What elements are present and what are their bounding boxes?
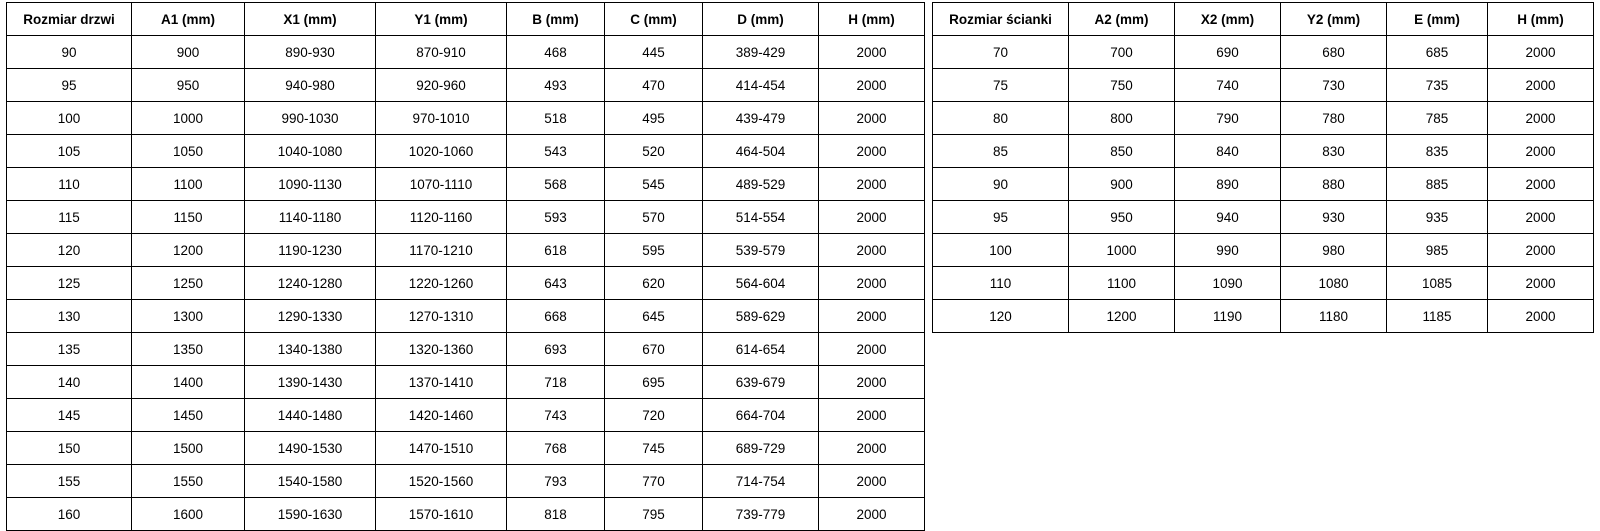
table-cell: 2000 [819,201,925,234]
table-cell: 1420-1460 [376,399,507,432]
table-cell: 1185 [1387,300,1488,333]
table-cell: 110 [933,267,1069,300]
table-header-row [933,3,1594,36]
table-cell: 1190 [1175,300,1281,333]
table-cell: 2000 [1488,267,1594,300]
table-cell: 570 [605,201,703,234]
table-cell: 735 [1387,69,1488,102]
doors-dimensions-table-wrapper [6,2,925,531]
table-cell: 150 [7,432,132,465]
table-cell: 493 [507,69,605,102]
table-cell: 1500 [132,432,245,465]
table-cell: 2000 [1488,234,1594,267]
table-cell: 980 [1281,234,1387,267]
table-cell: 720 [605,399,703,432]
table-cell: 830 [1281,135,1387,168]
table-row [7,366,925,399]
table-cell: 1390-1430 [245,366,376,399]
table-cell: 2000 [819,234,925,267]
table-cell: 990 [1175,234,1281,267]
table-cell: 160 [7,498,132,531]
table-cell: 614-654 [703,333,819,366]
table-cell: 145 [7,399,132,432]
table-cell: 1520-1560 [376,465,507,498]
table-cell: 1600 [132,498,245,531]
table-cell: 1570-1610 [376,498,507,531]
column-header: A2 (mm) [1069,3,1175,36]
table-cell: 545 [605,168,703,201]
table-cell: 70 [933,36,1069,69]
table-cell: 1220-1260 [376,267,507,300]
table-cell: 80 [933,102,1069,135]
table-cell: 1590-1630 [245,498,376,531]
table-cell: 1000 [1069,234,1175,267]
table-cell: 768 [507,432,605,465]
table-row [933,36,1594,69]
table-cell: 890 [1175,168,1281,201]
table-cell: 1340-1380 [245,333,376,366]
table-cell: 1000 [132,102,245,135]
table-cell: 589-629 [703,300,819,333]
table-cell: 930 [1281,201,1387,234]
table-cell: 739-779 [703,498,819,531]
table-row [933,300,1594,333]
table-cell: 520 [605,135,703,168]
table-row [7,465,925,498]
table-cell: 2000 [1488,168,1594,201]
table-cell: 780 [1281,102,1387,135]
table-cell: 664-704 [703,399,819,432]
column-header: H (mm) [819,3,925,36]
table-cell: 2000 [819,432,925,465]
table-cell: 693 [507,333,605,366]
table-cell: 489-529 [703,168,819,201]
walls-table-body [933,36,1594,333]
table-cell: 95 [933,201,1069,234]
table-cell: 2000 [1488,135,1594,168]
column-header: A1 (mm) [132,3,245,36]
table-cell: 2000 [819,69,925,102]
table-cell: 850 [1069,135,1175,168]
table-cell: 595 [605,234,703,267]
table-cell: 1370-1410 [376,366,507,399]
table-cell: 1085 [1387,267,1488,300]
table-cell: 2000 [1488,102,1594,135]
table-cell: 670 [605,333,703,366]
table-cell: 743 [507,399,605,432]
table-cell: 680 [1281,36,1387,69]
table-cell: 1050 [132,135,245,168]
table-row [7,432,925,465]
table-cell: 593 [507,201,605,234]
column-header: X1 (mm) [245,3,376,36]
table-cell: 695 [605,366,703,399]
table-row [7,267,925,300]
table-cell: 90 [7,36,132,69]
table-cell: 2000 [819,498,925,531]
table-cell: 1140-1180 [245,201,376,234]
walls-dimensions-table [932,2,1594,333]
table-row [933,201,1594,234]
table-cell: 468 [507,36,605,69]
column-header: X2 (mm) [1175,3,1281,36]
table-cell: 835 [1387,135,1488,168]
table-cell: 1240-1280 [245,267,376,300]
table-cell: 1400 [132,366,245,399]
table-cell: 2000 [819,333,925,366]
table-cell: 2000 [819,168,925,201]
table-row [933,234,1594,267]
table-row [7,300,925,333]
table-cell: 2000 [1488,36,1594,69]
column-header: Y2 (mm) [1281,3,1387,36]
table-cell: 90 [933,168,1069,201]
table-cell: 785 [1387,102,1488,135]
column-header: D (mm) [703,3,819,36]
table-cell: 2000 [819,36,925,69]
doors-table-header [7,3,925,36]
table-cell: 130 [7,300,132,333]
table-cell: 100 [7,102,132,135]
table-cell: 1290-1330 [245,300,376,333]
table-cell: 2000 [819,300,925,333]
table-cell: 1170-1210 [376,234,507,267]
table-row [933,69,1594,102]
table-cell: 1120-1160 [376,201,507,234]
table-cell: 1200 [1069,300,1175,333]
table-cell: 120 [933,300,1069,333]
table-cell: 1300 [132,300,245,333]
table-row [933,102,1594,135]
table-cell: 1450 [132,399,245,432]
table-cell: 714-754 [703,465,819,498]
table-cell: 643 [507,267,605,300]
table-cell: 1020-1060 [376,135,507,168]
table-cell: 514-554 [703,201,819,234]
table-cell: 690 [1175,36,1281,69]
table-cell: 700 [1069,36,1175,69]
table-cell: 1440-1480 [245,399,376,432]
table-cell: 750 [1069,69,1175,102]
table-cell: 85 [933,135,1069,168]
column-header: B (mm) [507,3,605,36]
table-cell: 1180 [1281,300,1387,333]
table-cell: 1100 [1069,267,1175,300]
table-cell: 795 [605,498,703,531]
column-header: Y1 (mm) [376,3,507,36]
table-cell: 940-980 [245,69,376,102]
table-cell: 950 [1069,201,1175,234]
table-cell: 818 [507,498,605,531]
table-row [7,201,925,234]
table-cell: 1320-1360 [376,333,507,366]
table-cell: 75 [933,69,1069,102]
table-cell: 1040-1080 [245,135,376,168]
table-cell: 105 [7,135,132,168]
table-cell: 1350 [132,333,245,366]
table-cell: 100 [933,234,1069,267]
table-cell: 870-910 [376,36,507,69]
table-cell: 620 [605,267,703,300]
column-header: H (mm) [1488,3,1594,36]
table-cell: 2000 [819,102,925,135]
table-cell: 950 [132,69,245,102]
walls-dimensions-table-wrapper [932,2,1594,333]
table-cell: 740 [1175,69,1281,102]
table-cell: 885 [1387,168,1488,201]
table-cell: 770 [605,465,703,498]
table-cell: 439-479 [703,102,819,135]
walls-table-header [933,3,1594,36]
column-header: E (mm) [1387,3,1488,36]
table-cell: 1200 [132,234,245,267]
table-cell: 900 [1069,168,1175,201]
table-row [7,135,925,168]
table-cell: 464-504 [703,135,819,168]
table-cell: 2000 [1488,69,1594,102]
table-cell: 793 [507,465,605,498]
table-cell: 800 [1069,102,1175,135]
table-row [7,102,925,135]
table-cell: 730 [1281,69,1387,102]
table-cell: 389-429 [703,36,819,69]
table-cell: 2000 [819,399,925,432]
column-header: Rozmiar drzwi [7,3,132,36]
table-cell: 745 [605,432,703,465]
table-cell: 718 [507,366,605,399]
table-row [7,36,925,69]
table-cell: 564-604 [703,267,819,300]
table-cell: 790 [1175,102,1281,135]
table-cell: 95 [7,69,132,102]
table-cell: 568 [507,168,605,201]
table-cell: 1090-1130 [245,168,376,201]
table-cell: 120 [7,234,132,267]
table-cell: 445 [605,36,703,69]
table-cell: 155 [7,465,132,498]
table-cell: 1190-1230 [245,234,376,267]
table-row [7,69,925,102]
table-cell: 985 [1387,234,1488,267]
table-row [933,135,1594,168]
table-cell: 1490-1530 [245,432,376,465]
table-cell: 2000 [1488,201,1594,234]
table-cell: 495 [605,102,703,135]
table-row [933,267,1594,300]
table-cell: 543 [507,135,605,168]
table-cell: 1080 [1281,267,1387,300]
table-cell: 1070-1110 [376,168,507,201]
table-cell: 639-679 [703,366,819,399]
table-row [7,333,925,366]
table-row [7,498,925,531]
table-row [7,168,925,201]
column-header: C (mm) [605,3,703,36]
table-cell: 935 [1387,201,1488,234]
table-cell: 2000 [819,267,925,300]
table-cell: 668 [507,300,605,333]
table-header-row [7,3,925,36]
table-cell: 1550 [132,465,245,498]
table-cell: 618 [507,234,605,267]
table-cell: 900 [132,36,245,69]
table-cell: 645 [605,300,703,333]
doors-table-body [7,36,925,531]
table-cell: 414-454 [703,69,819,102]
table-row [933,168,1594,201]
table-cell: 685 [1387,36,1488,69]
table-cell: 840 [1175,135,1281,168]
column-header: Rozmiar ścianki [933,3,1069,36]
table-cell: 689-729 [703,432,819,465]
table-row [7,399,925,432]
table-cell: 970-1010 [376,102,507,135]
table-cell: 470 [605,69,703,102]
table-cell: 990-1030 [245,102,376,135]
table-cell: 1250 [132,267,245,300]
table-cell: 140 [7,366,132,399]
table-cell: 920-960 [376,69,507,102]
table-cell: 880 [1281,168,1387,201]
doors-dimensions-table [6,2,925,531]
table-cell: 2000 [819,366,925,399]
table-cell: 110 [7,168,132,201]
table-cell: 115 [7,201,132,234]
table-cell: 2000 [1488,300,1594,333]
table-cell: 539-579 [703,234,819,267]
table-cell: 1150 [132,201,245,234]
table-cell: 2000 [819,135,925,168]
table-cell: 125 [7,267,132,300]
table-cell: 890-930 [245,36,376,69]
table-row [7,234,925,267]
table-cell: 135 [7,333,132,366]
table-cell: 2000 [819,465,925,498]
table-cell: 940 [1175,201,1281,234]
table-cell: 518 [507,102,605,135]
table-cell: 1090 [1175,267,1281,300]
table-cell: 1470-1510 [376,432,507,465]
table-cell: 1540-1580 [245,465,376,498]
table-cell: 1100 [132,168,245,201]
table-cell: 1270-1310 [376,300,507,333]
